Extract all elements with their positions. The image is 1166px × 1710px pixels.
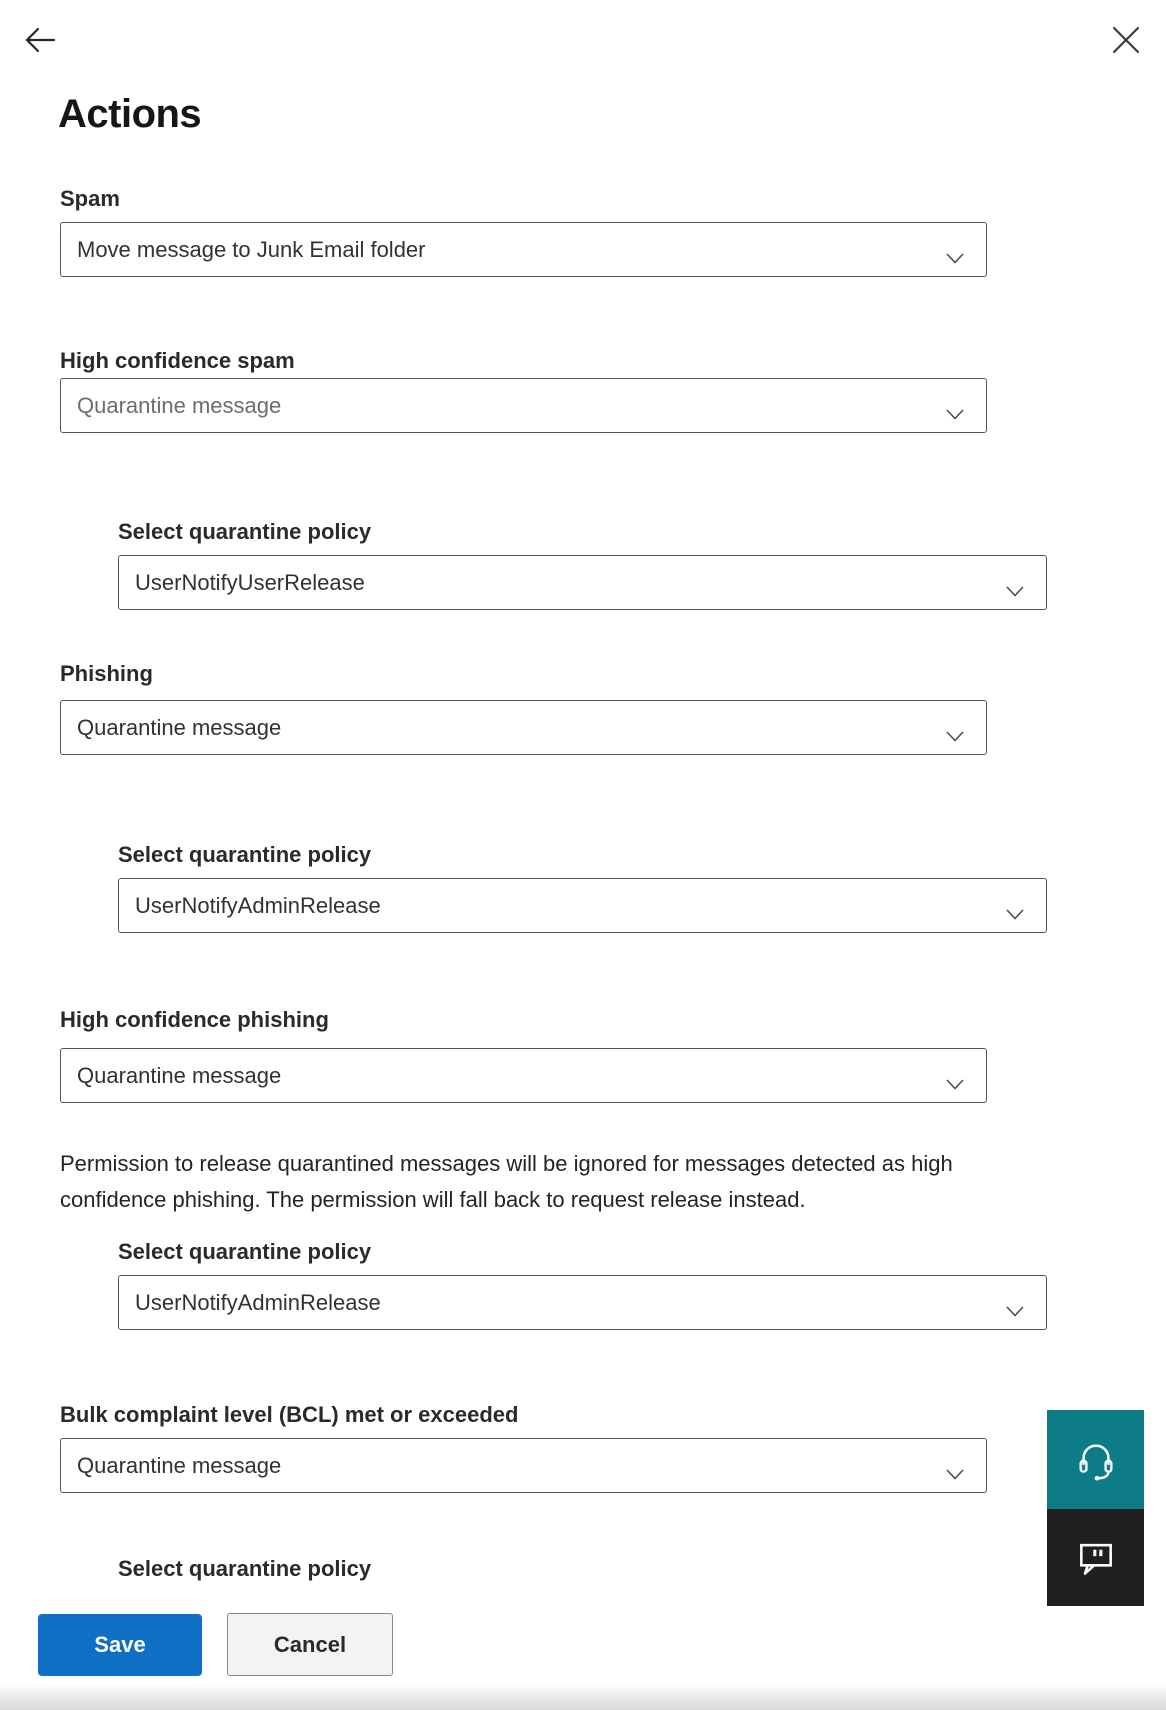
back-button[interactable] <box>22 22 58 58</box>
hcs-quarantine-policy-value: UserNotifyUserRelease <box>135 569 365 595</box>
arrow-left-icon <box>23 24 57 56</box>
spam-action-value: Move message to Junk Email folder <box>77 236 426 262</box>
phishing-quarantine-policy-label: Select quarantine policy <box>118 842 372 867</box>
phishing-quarantine-policy-value: UserNotifyAdminRelease <box>135 892 381 918</box>
page-title: Actions <box>58 92 202 136</box>
comment-icon <box>1074 1536 1118 1580</box>
support-button[interactable] <box>1047 1410 1144 1509</box>
close-button[interactable] <box>1108 22 1144 58</box>
phishing-label: Phishing <box>60 661 153 686</box>
chevron-down-icon <box>1006 577 1024 603</box>
close-icon <box>1111 25 1141 55</box>
high-confidence-phishing-label: High confidence phishing <box>60 1007 329 1032</box>
bcl-quarantine-policy-label-clipped: Select quarantine policy <box>118 1556 372 1581</box>
spam-label: Spam <box>60 186 120 211</box>
hcp-quarantine-policy-value: UserNotifyAdminRelease <box>135 1289 381 1315</box>
hcs-quarantine-policy-label: Select quarantine policy <box>118 519 372 544</box>
bcl-action-dropdown[interactable] <box>60 1438 987 1493</box>
bcl-label: Bulk complaint level (BCL) met or exceeded <box>60 1402 519 1427</box>
cancel-button[interactable]: Cancel <box>227 1613 393 1676</box>
phishing-quarantine-policy-dropdown[interactable] <box>118 878 1047 933</box>
chevron-down-icon <box>946 1070 964 1096</box>
high-confidence-spam-action-dropdown[interactable] <box>60 378 987 433</box>
chevron-down-icon <box>946 400 964 426</box>
high-confidence-phishing-action-dropdown[interactable] <box>60 1048 987 1103</box>
hcp-quarantine-policy-label: Select quarantine policy <box>118 1239 372 1264</box>
hcp-quarantine-policy-dropdown[interactable] <box>118 1275 1047 1330</box>
feedback-button[interactable] <box>1047 1509 1144 1606</box>
high-confidence-spam-action-value: Quarantine message <box>77 392 282 418</box>
bottom-edge-shadow <box>0 1684 1166 1710</box>
chevron-down-icon <box>1006 900 1024 926</box>
footer-action-bar <box>0 1584 1166 1710</box>
chevron-down-icon <box>946 1460 964 1486</box>
high-confidence-phishing-action-value: Quarantine message <box>77 1062 282 1088</box>
phishing-action-dropdown[interactable] <box>60 700 987 755</box>
chevron-down-icon <box>946 244 964 270</box>
chevron-down-icon <box>1006 1297 1024 1323</box>
spam-action-dropdown[interactable] <box>60 222 987 277</box>
headset-icon <box>1073 1437 1119 1483</box>
bcl-action-value: Quarantine message <box>77 1452 282 1478</box>
save-button[interactable]: Save <box>38 1614 202 1676</box>
phishing-action-value: Quarantine message <box>77 714 282 740</box>
hcs-quarantine-policy-dropdown[interactable] <box>118 555 1047 610</box>
chevron-down-icon <box>946 722 964 748</box>
hcp-permission-note: Permission to release quarantined messages will be ignored for messages detected as high confidence phishing. The permission will fall back to request release instead. <box>60 1151 953 1212</box>
high-confidence-spam-label: High confidence spam <box>60 348 295 373</box>
